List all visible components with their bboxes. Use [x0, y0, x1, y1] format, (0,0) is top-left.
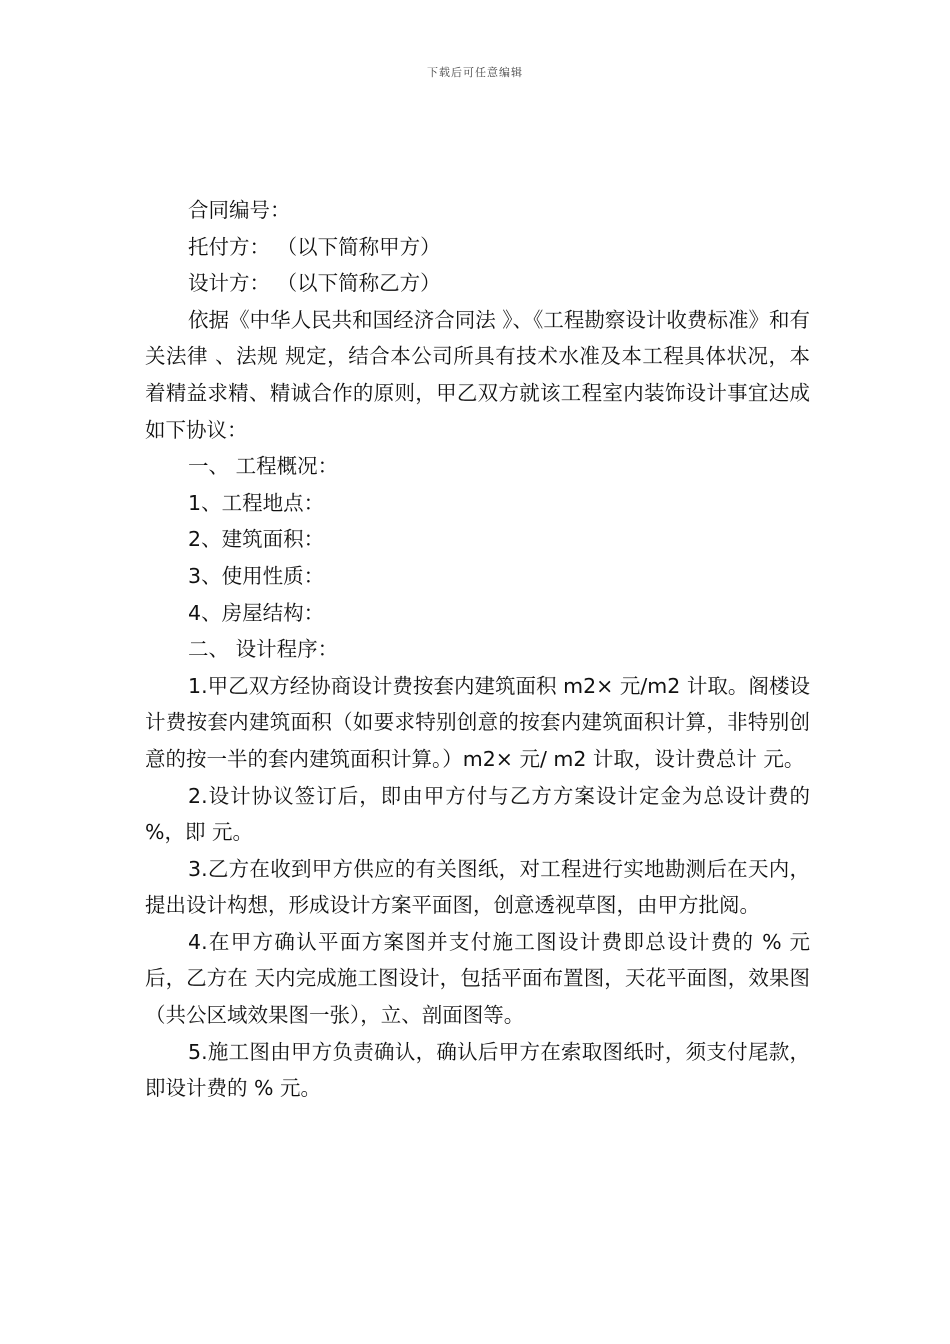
client-party-line: 托付方： （以下简称甲方）: [188, 234, 441, 259]
project-location-line: 1、工程地点：: [188, 490, 325, 515]
building-area-line: 2、建筑面积：: [188, 527, 325, 552]
clause-4-paragraph: 4.在甲方确认平面方案图并支付施工图设计费即总设计费的 % 元后，乙方在 天内完成施工图设计，包括平面布置图，天花平面图，效果图（共公区域效果图一张），立、剖面图等。: [145, 929, 810, 1028]
document-body: [145, 192, 810, 1107]
clause-3-paragraph: 3.乙方在收到甲方供应的有关图纸，对工程进行实地勘测后在天内，提出设计构想，形成设计方案平面图，创意透视草图，由甲方批阅。: [145, 856, 810, 918]
building-structure-line: 4、房屋结构：: [188, 600, 325, 625]
header-note: 下载后可任意编辑: [427, 66, 523, 79]
clause-1-paragraph: 1.甲乙双方经协商设计费按套内建筑面积 m2× 元/m2 计取。阁楼设计费按套内建筑面积（如要求特别创意的按套内建筑面积计算，非特别创意的按一半的套内建筑面积计算。）m2× 元/ m2 计取，设计费总计 元。: [145, 673, 810, 771]
section-heading-project-overview: 一、 工程概况：: [188, 454, 339, 479]
clause-5-paragraph: 5.施工图由甲方负责确认，确认后甲方在索取图纸时，须支付尾款，即设计费的 % 元。: [145, 1039, 810, 1101]
designer-party-line: 设计方： （以下简称乙方）: [188, 271, 441, 296]
section-heading-design-procedure: 二、 设计程序：: [188, 637, 339, 662]
clause-2-paragraph: 2.设计协议签订后，即由甲方付与乙方方案设计定金为总设计费的 %，即 元。: [145, 783, 810, 845]
contract-number-line: 合同编号：: [188, 198, 291, 222]
usage-nature-line: 3、使用性质：: [188, 563, 325, 588]
preamble-paragraph: 依据《中华人民共和国经济合同法 》、《工程勘察设计收费标准》和有关法律 、法规 规定，结合本公司所具有技术水准及本工程具体状况，本着精益求精、精诚合作的原则，甲乙双方就该工程室内装饰设计事宜达成如下协议：: [145, 307, 810, 442]
